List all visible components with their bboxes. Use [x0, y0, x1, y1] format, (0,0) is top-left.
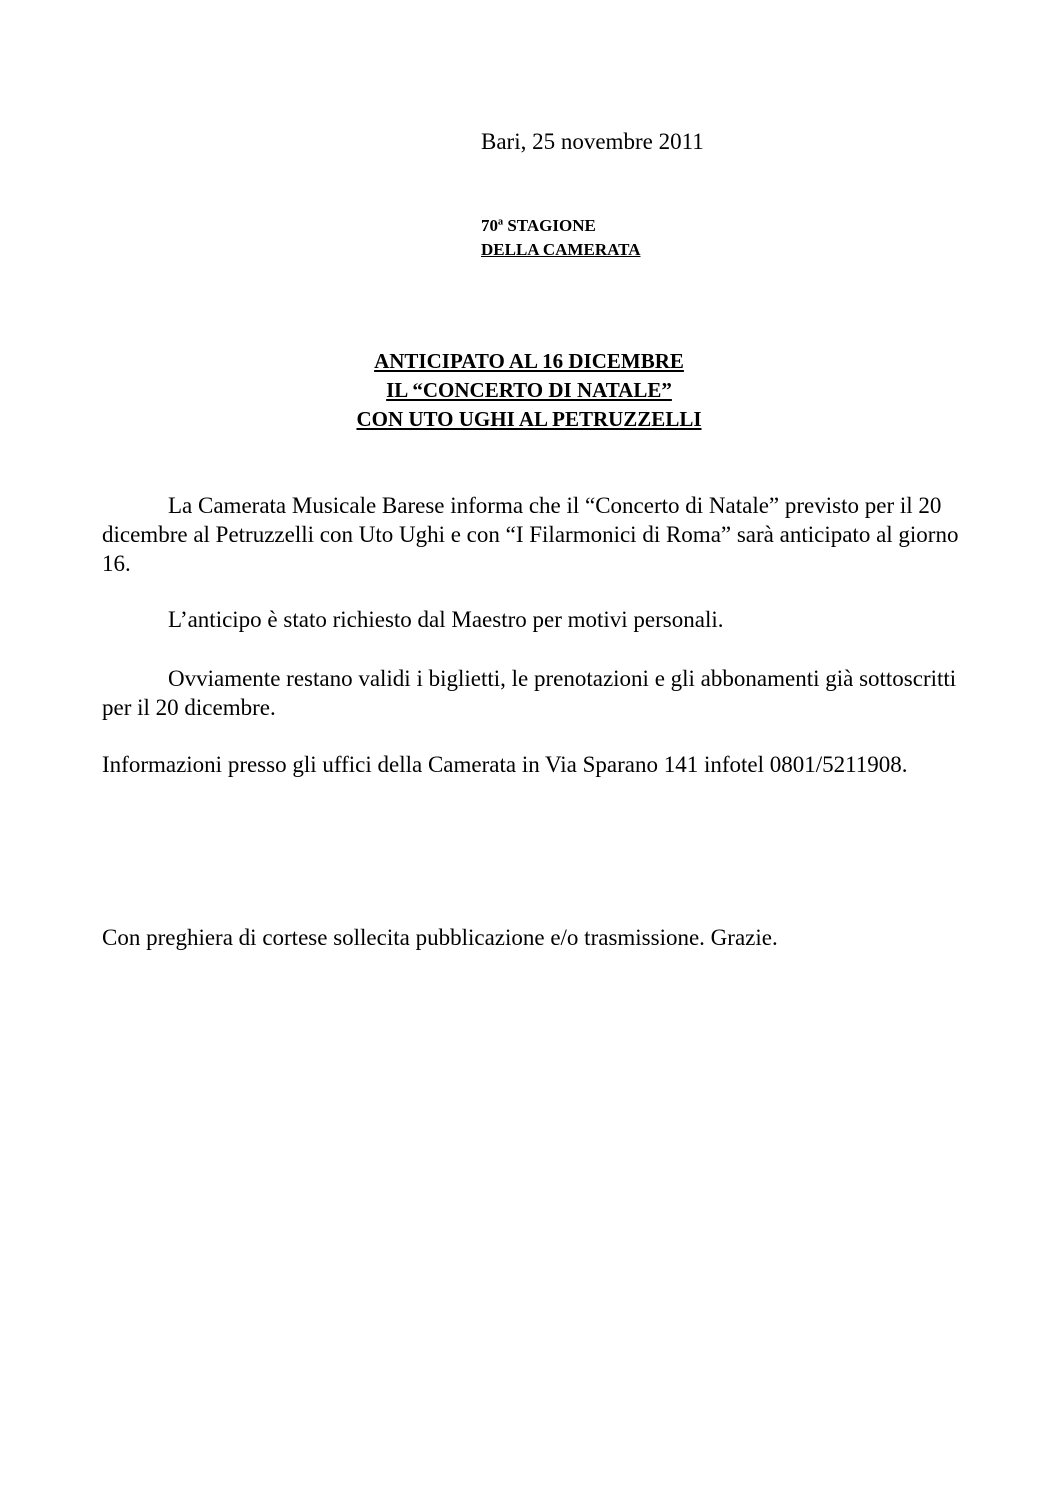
headline-line-1: ANTICIPATO AL 16 DICEMBRE	[374, 349, 684, 373]
headline-line-2: IL “CONCERTO DI NATALE”	[386, 378, 672, 402]
season-heading	[481, 214, 640, 262]
headline-line-3: CON UTO UGHI AL PETRUZZELLI	[356, 407, 702, 431]
paragraph-information: Informazioni presso gli uffici della Camerata in Via Sparano 141 infotel 0801/5211908.	[102, 752, 908, 777]
season-line-1: 70ª STAGIONE	[481, 216, 596, 235]
paragraph-announcement: La Camerata Musicale Barese informa che il “Concerto di Natale” previsto per il 20 dicembre al Petruzzelli con Uto Ughi e con “I Filarmonici di Roma” sarà anticipato al giorno 16.	[102, 493, 959, 576]
season-line-2: DELLA CAMERATA	[481, 240, 641, 259]
closing-line: Con preghiera di cortese sollecita pubblicazione e/o trasmissione. Grazie.	[102, 925, 778, 950]
paragraph-reason: L’anticipo è stato richiesto dal Maestro per motivi personali.	[168, 607, 724, 632]
paragraph-tickets: Ovviamente restano validi i biglietti, le prenotazioni e gli abbonamenti già sottoscritti per il 20 dicembre.	[102, 666, 957, 720]
letter-date: Bari, 25 novembre 2011	[481, 129, 704, 154]
headline	[0, 347, 1058, 434]
